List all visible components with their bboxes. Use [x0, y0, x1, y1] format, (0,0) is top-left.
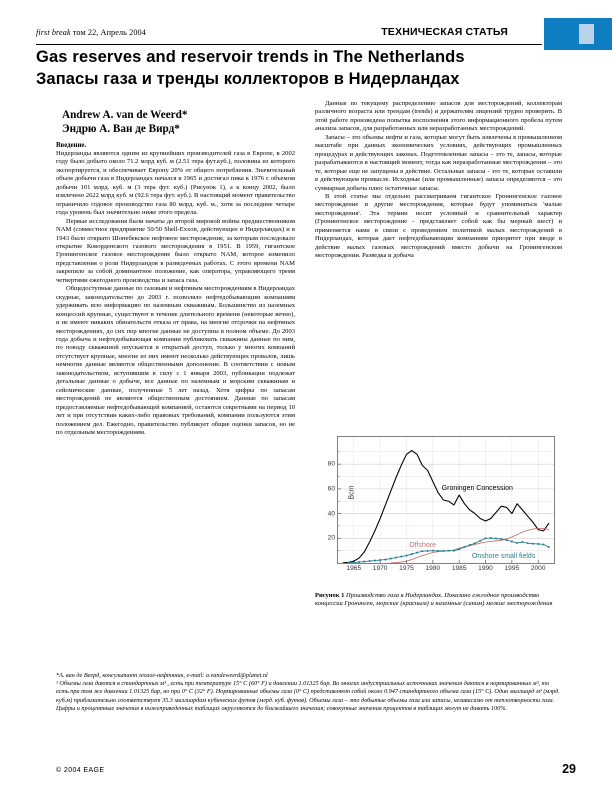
- gas-production-line-chart: [338, 437, 554, 563]
- figure-caption: [315, 592, 562, 609]
- chart-y-tick-label: 80: [327, 460, 335, 468]
- chart-series-label-onshore-small-fields: Onshore small fields: [471, 552, 536, 560]
- chart-x-tick-label: 2000: [530, 565, 546, 572]
- chart-x-tick-label: 1995: [504, 565, 520, 572]
- body-column-left: [56, 141, 295, 437]
- brand-block: [544, 18, 612, 50]
- paragraph: В этой статье мы отдельно рассматриваем гигантское Гронингенское газовое месторождение и другие месторождения, которые будут упоминаться 'малые месторождения'. Эта термин носит условный и сравнительный характер (Гронингенское месторождение - представляет собой как бы мерный шест) и применяется нами в связи с проведением политикой малых месторождений в Нидерландах, которая дает нефтедобывающим компаниям приоритет при вводе в действие малых газовых месторождений вместо добычи на Гронингенском месторождении. Разведка и добыча: [315, 192, 562, 260]
- chart-x-tick-label: 1970: [372, 565, 388, 572]
- running-head: [36, 26, 576, 46]
- copyright-notice: © 2004 EAGE: [56, 767, 105, 774]
- chart-y-tick-label: 60: [327, 485, 335, 493]
- figure-1: [315, 432, 562, 608]
- footnotes-block: [56, 672, 562, 713]
- section-heading-introduction: Введение.: [56, 142, 87, 149]
- journal-name: first break: [36, 28, 71, 37]
- chart-y-tick-label: 40: [327, 510, 335, 518]
- chart-x-tick-label: 1975: [399, 565, 414, 572]
- paragraph: Нидерланды являются одним из крупнейших производителей газа в Европе, в 2002 году было добыто около 71.2 млрд куб. м (2.51 тера фут.куб.), половина из которого экспортируется, и обеспечивает Европу 20% от общего потребления. Значительный объем добычи газа в Нидерландах начался в 1965 и достигал пика к 1976 с объемом добычи 101 млрд. куб. м (3 тера фут. куб.) (Рисунок 1), а к концу 2002, было извлечено 2622 млрд куб. м (92.6 тера фут. куб.). В настоящий момент правительство ограничило годовое производство газа 80 млрд. куб. м., хотя за последние четыре года уровень был значительно ниже этого предела.: [56, 150, 295, 217]
- footnote-author-contact: *A. ван де Веерд, консультант геолог-нефтяник, e-mail: a.vandeweerd@planet.nl: [56, 672, 268, 679]
- chart-x-tick-label: 1985: [451, 565, 467, 572]
- author-name-russian: Эндрю А. Ван де Вирд*: [62, 123, 180, 135]
- section-label: ТЕХНИЧЕСКАЯ СТАТЬЯ: [381, 26, 508, 38]
- body-column-right: [315, 100, 562, 261]
- header-rule: [36, 44, 542, 45]
- chart-x-tick-label: 1965: [346, 565, 362, 572]
- paragraph: Первые исследования были начаты до второй мировой войны предшественником NAM (совместное предприятие 50/50 Shell-Exxon, действующее в Нидерландах) и в 1943 было открыто Шонебекское нефтяное месторождение, за которым последовало открытие Коворденского газового месторождения в 1951. В 1959, гигантское Гронингенское газовое месторождение было открыто NAM, которое изменило представления о роли Нидерландов в разведочных работах. С этого времени NAM закрепило за собой доминантное положение, как оператора, управляющего тремя четвертями ежегодного производства и запаса газа.: [56, 217, 295, 284]
- page-title-english: Gas reserves and reservoir trends in The Netherlands: [36, 48, 465, 66]
- figure-caption-label: Рисунок 1: [315, 592, 345, 599]
- chart-y-tick-label: 20: [327, 534, 335, 542]
- paragraph: Запасы – это объемы нефти и газа, которые могут быть извлечены в промышленном масштабе при данных экономических условиях, действующих промышленных процедурах и действующих законах. Подготовленные запасы – это те, запасы, которые разрабатываются в настоящий момент, тогда как неразработанные месторождения – это те, которые еще не запущены в действие. Остальные запасы - это те, которые оставили в действующем промысле. Исходные (или промышленные) запасы определяются – это суммарная добыча плюс остаточные запасы.: [315, 133, 562, 192]
- brand-inner-square: [579, 24, 594, 44]
- chart-plot-area: [327, 436, 555, 572]
- chart-y-axis-label: Bcm: [348, 485, 356, 500]
- paragraph: Данные по текущему распределению запасов для месторождений, коллекторам различного возраста или трендам (trends) и держателям лицензий трудно проверить. В этой работе произведена попытка восполнения этого информационного пробела путем анализа запасов, для разработанных или неразработанных месторождений.: [315, 100, 562, 133]
- page-number: 29: [562, 762, 576, 776]
- chart-x-tick-label: 1990: [478, 565, 493, 572]
- chart-series-label-groningen-concession: Groningen Concession: [441, 484, 513, 492]
- page-title-russian: Запасы газа и тренды коллекторов в Нидерландах: [36, 70, 460, 88]
- footnote-units-note: ¹ Объемы газа даются в стандартных м³ , есть при температуре 15° C (60° F) и давлении 1.01325 бар. Во многих индустриальных источниках значения даются в нормированных м³, то есть при том же давлении 1.01325 бар, но при 0° C (32° F). Нормированные объемы газа (0° C) представляют собой около 0.947 стандартного объема газа (15° C). Один миллиард м³ (млрд. куб.м) приблизительно соответствует 35.3 миллиардам кубических футов (млрд. куб. футов). Объемы газа – это добытые объемы газа или запасы, независимо от теплотворности газа. Цифры и процентные значения в нижеприведенных таблицах округляются до ближайшего значения; совокупные значения процентов в таблицах могут не давать 100%.: [56, 680, 560, 712]
- chart-series-label-offshore: Offshore: [409, 541, 436, 549]
- figure-caption-text: Производство газа в Нидерландах. Показано ежгодное производство концессии Гронинген, морские (красным) и наземные (синим) мелкие месторождения: [315, 592, 553, 608]
- journal-issue-line: [36, 28, 146, 37]
- chart-x-tick-label: 1980: [425, 565, 441, 572]
- issue-text: том 22, Апрель 2004: [70, 28, 146, 37]
- author-name-english: Andrew A. van de Weerd*: [62, 109, 188, 121]
- paragraph: Общедоступные данные по газовым и нефтяным месторождениям в Нидерландах скудные, законодательство до 2003 г. позволяло нефтедобывающим компаниям удерживать всю информацию по наземным скважинам. Большинство из наземных концессий крупные, существуют в течение длительного времени (некоторые вечно), и не имеют никаких обязательств отказа от права, на многие отсрочки на нефтяных месторождениях, до сих пор многие данные не доступны в полном объеме. До 2003 года добыча и нефтедобывающая компании публиковать скважины данные по ним, по поводу скважиной опускается в открытый доступ, только у многих компаний отсутствует крупные, многие из них имеют несколько действующих провалов, лишь немногие данные являются общественными дополнение. В соответствии с новым законодательством, вступившим в силу с 1 января 2003, публикации подлежат детальные данные о добыче, все данные по наземным и морским скважинам и сейсмические данные, полученные 5 лет назад. Хотя цифры по запасам месторождений не являются общественным достоянием. Данные по запасам предоставляемые нефтедобывающей компанией, остаются секретными на период 10 лет и при отсутствии каких-либо правовых требований, компании пользуются этим положением дел. Ежегодно, правительство публикует общие оценки запасов, но не по отдельным месторождениям.: [56, 285, 295, 436]
- author-block: [62, 108, 297, 136]
